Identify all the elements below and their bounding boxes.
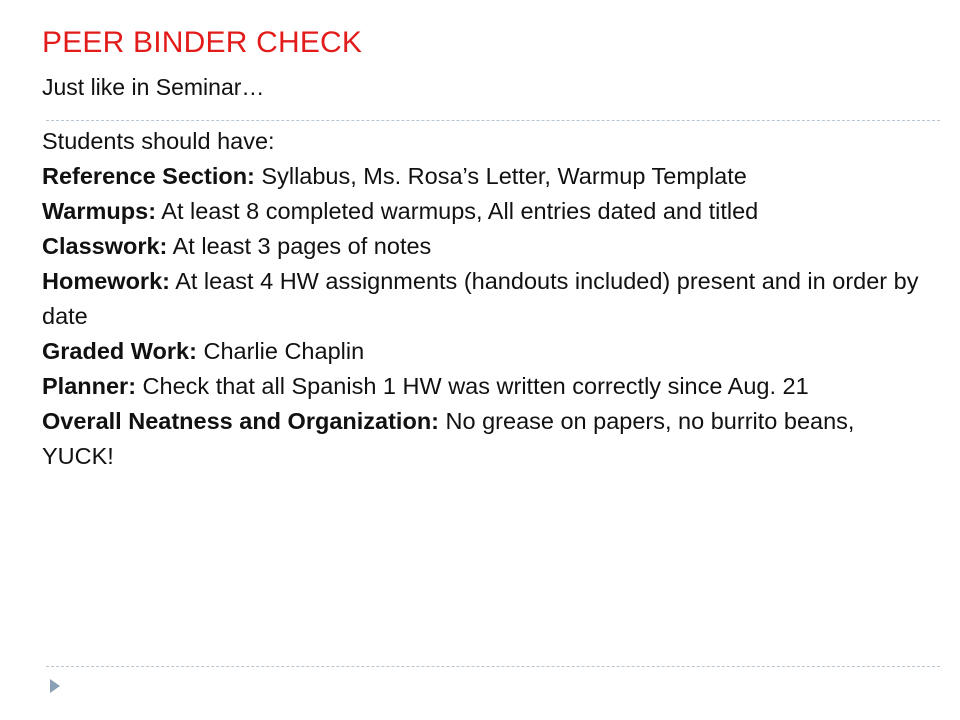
item-text: At least 4 HW assignments (handouts included) present and in order by date xyxy=(42,268,919,329)
checklist-item-graded-work xyxy=(42,334,922,369)
slide-body xyxy=(42,124,922,474)
slide-subtitle: Just like in Seminar… xyxy=(42,74,265,100)
slide-title: PEER BINDER CHECK xyxy=(42,26,363,59)
item-label: Warmups: xyxy=(42,198,157,224)
item-label: Graded Work: xyxy=(42,338,197,364)
item-label: Overall Neatness and Organization: xyxy=(42,408,439,434)
bottom-divider xyxy=(46,666,940,667)
item-text: Syllabus, Ms. Rosa’s Letter, Warmup Template xyxy=(254,163,747,189)
checklist-item-classwork xyxy=(42,229,922,264)
item-text: At least 8 completed warmups, All entries dated and titled xyxy=(156,198,759,224)
top-divider xyxy=(46,120,940,121)
triangle-arrow-icon xyxy=(49,678,61,694)
item-text: Check that all Spanish 1 HW was written correctly since Aug. 21 xyxy=(136,373,809,399)
item-text: At least 3 pages of notes xyxy=(167,233,432,259)
item-label: Classwork: xyxy=(42,233,168,259)
item-text: Charlie Chaplin xyxy=(196,338,365,364)
checklist-item-warmups xyxy=(42,194,922,229)
intro-line: Students should have: xyxy=(42,128,275,154)
checklist-item-planner xyxy=(42,369,922,404)
item-text: No grease on papers, no burrito beans, YUCK! xyxy=(42,408,855,469)
item-label: Planner: xyxy=(42,373,137,399)
checklist-item-homework xyxy=(42,264,922,334)
checklist-item-neatness xyxy=(42,404,922,474)
item-label: Reference Section: xyxy=(42,163,255,189)
checklist-item-reference xyxy=(42,159,922,194)
item-label: Homework: xyxy=(42,268,170,294)
